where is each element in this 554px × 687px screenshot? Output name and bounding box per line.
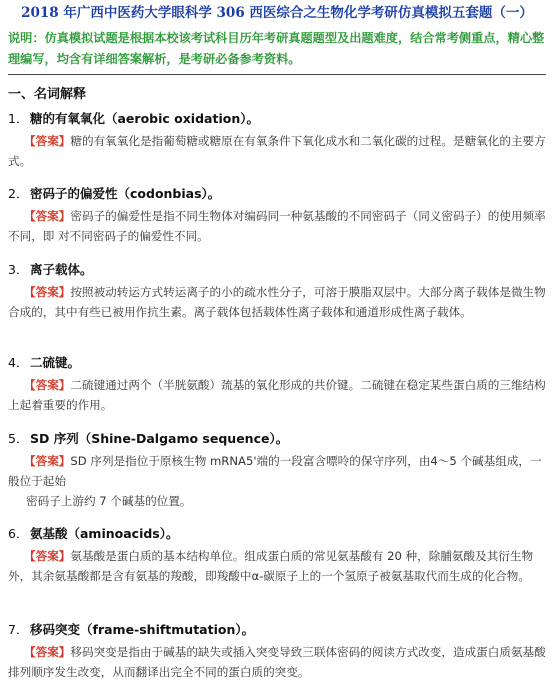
answer-text: 密码子的偏爱性是指不同生物体对编码同一种氨基酸的不同密码子（同义密码子）的使用频率不同，即 对不同密码子的偏爱性不同。 [8,209,546,243]
answer-block [8,282,546,322]
answer-continuation: 密码子上游约 7 个碱基的位置。 [26,494,192,508]
question-item-1 [8,109,546,171]
question-term-text: SD 序列（Shine-Dalgamo sequence）。 [30,431,289,446]
answer-text: 氨基酸是蛋白质的基本结构单位。组成蛋白质的常见氨基酸有 20 种，除脯氨酸及其衍生物外，其余氨基酸都是含有氨基的羧酸，即羧酸中α-碳原子上的一个氢原子被氨基取代而生成的化合物。 [8,549,534,583]
answer-block [8,131,546,171]
question-item-7 [8,620,546,682]
question-number: 1． [8,111,29,126]
question-term-text: 二硫键。 [30,355,81,370]
question-number: 6． [8,526,29,541]
answer-tag: 【答案】 [24,285,71,299]
question-term [8,184,546,204]
question-item-6 [8,524,546,586]
question-number: 5． [8,431,29,446]
question-item-5 [8,429,546,511]
answer-text: 移码突变是指由于碱基的缺失或插入突变导致三联体密码的阅读方式改变，造成蛋白质氨基酸排列顺序发生改变，从而翻译出完全不同的蛋白质的突变。 [8,645,546,679]
answer-text: SD 序列是指位于原核生物 mRNA5'端的一段富含嘌呤的保守序列，由4～5 个碱基组成，一般位于起始 [8,454,542,488]
answer-tag: 【答案】 [24,378,71,392]
answer-text: 二硫键通过两个（半胱氨酸）巯基的氧化形成的共价键。二硫键在稳定某些蛋白质的三维结构上起着重要的作用。 [8,378,546,412]
section-heading: 一、名词解释 [8,87,87,102]
question-item-2 [8,184,546,246]
question-term [8,620,546,640]
answer-block [8,546,546,586]
question-item-4 [8,353,546,415]
question-term-text: 密码子的偏爱性（codonbias）。 [30,186,221,201]
question-term [8,260,546,280]
question-term-text: 糖的有氧氧化（aerobic oxidation）。 [30,111,259,126]
question-term-text: 移码突变（frame-shiftmutation）。 [30,622,255,637]
answer-tag: 【答案】 [24,209,71,223]
question-number: 4． [8,355,29,370]
answer-block [8,642,546,682]
document-title: 2018 年广西中医药大学眼科学 306 西医综合之生物化学考研仿真模拟五套题（一） [21,5,533,21]
answer-block [8,375,546,415]
question-term-text: 氨基酸（aminoacids）。 [30,526,179,541]
answer-tag: 【答案】 [24,134,71,148]
answer-tag: 【答案】 [24,549,71,563]
answer-block [8,451,546,511]
divider-line [8,74,546,75]
question-number: 2． [8,186,29,201]
question-term [8,109,546,129]
answer-text: 按照被动转运方式转运离子的小的疏水性分子，可溶于膜脂双层中。大部分离子载体是微生物合成的，其中有些已被用作抗生素。离子载体包括载体性离子载体和通道形成性离子载体。 [8,285,546,319]
instructions-notice: 说明：仿真模拟试题是根据本校该考试科目历年考研真题题型及出题难度，结合常考侧重点，精心整理编写，均含有详细答案解析，是考研必备参考资料。 [8,31,545,66]
question-term [8,524,546,544]
question-item-3 [8,260,546,322]
answer-tag: 【答案】 [24,454,71,468]
answer-block [8,206,546,246]
question-term [8,353,546,373]
question-number: 3． [8,262,29,277]
answer-tag: 【答案】 [24,645,71,659]
answer-text: 糖的有氧氧化是指葡萄糖或糖原在有氧条件下氧化成水和二氧化碳的过程。是糖氧化的主要方式。 [8,134,546,168]
question-term-text: 离子载体。 [30,262,93,277]
question-term [8,429,546,449]
question-number: 7． [8,622,29,637]
